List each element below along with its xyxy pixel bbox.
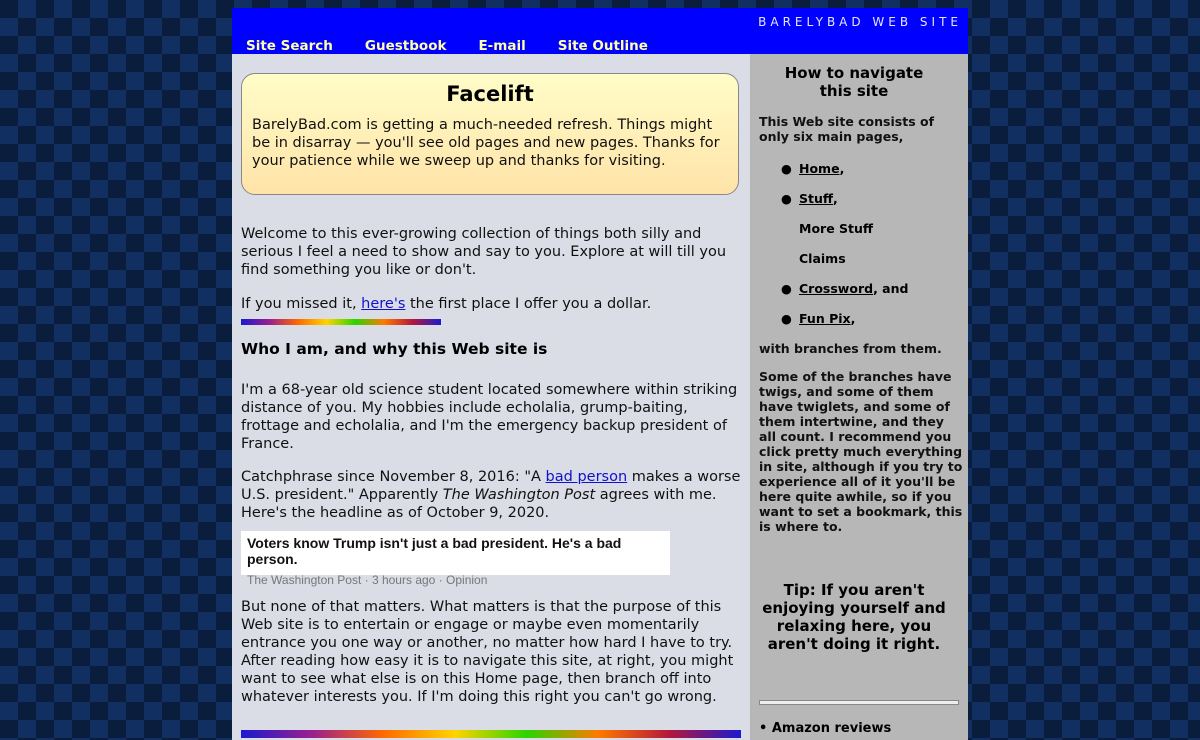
sidebar-intro: This Web site consists of only six main pages, (759, 114, 935, 144)
headline-card (241, 531, 670, 587)
page-container (232, 8, 968, 740)
purpose-text: But none of that matters. What matters is that the purpose of this Web site is to entertain or engage or maybe even momentarily entrance you one way or another, no matter how hard I have to try. After reading how easy it is to navigate this site, at right, you might want to see what else is on this Home page, then branch off into whatever interests you. If I'm doing this right you can't go wrong. (241, 599, 734, 705)
nav-site-search[interactable]: Site Search (246, 38, 333, 54)
catch-text-before: Catchphrase since November 8, 2016: "A (241, 469, 546, 485)
list-item (759, 250, 908, 280)
catch-text-after: agrees with me. Here's the headline as of October 9, 2020. (241, 487, 717, 521)
sidebar-title-line1: How to navigate (784, 64, 924, 82)
list-item (759, 220, 908, 250)
nav-guestbook[interactable]: Guestbook (364, 38, 447, 54)
bullet-icon: ● (781, 161, 792, 176)
list-suffix: , (833, 191, 838, 206)
who-text: I'm a 68-year old science student located somewhere within striking distance of you. My hobbies include echolalia, grump-baiting, frottage and echolalia, and I'm the emergency backup president of France. (241, 382, 738, 452)
list-item (759, 310, 908, 340)
catchphrase-paragraph (241, 468, 741, 522)
bullet-icon: ● (781, 191, 792, 206)
top-nav (246, 38, 680, 54)
link-home[interactable]: Home (799, 161, 840, 176)
welcome-text: Welcome to this ever-growing collection of things both silly and serious I feel a need to show and say to you. Explore at will till you find something you like or don't. (241, 226, 727, 278)
list-item (759, 160, 908, 190)
missed-paragraph (241, 295, 741, 313)
sidebar-title-line2: this site (819, 82, 889, 100)
headline-meta: The Washington Post · 3 hours ago · Opinion (247, 573, 488, 587)
claims-label: Claims (799, 251, 846, 266)
headline-source: The Washington Post (247, 573, 362, 587)
sidebar-tip: Tip: If you aren't enjoying yourself and relaxing here, you aren't doing it right. (762, 581, 946, 653)
list-suffix: , (850, 311, 856, 326)
bullet-icon: ● (781, 281, 792, 296)
main-content (232, 54, 750, 740)
headline-text: Voters know Trump isn't just a bad president. He's a bad person. (247, 535, 622, 567)
headline-section: Opinion (446, 573, 488, 587)
link-crossword[interactable]: Crossword (799, 281, 874, 296)
bad-person-link[interactable]: bad person (545, 469, 628, 485)
catch-text-mid: makes a worse U.S. president." Apparently (241, 469, 741, 503)
nav-site-outline[interactable]: Site Outline (557, 38, 648, 54)
link-stuff[interactable]: Stuff (799, 191, 834, 206)
bullet-icon: ● (781, 311, 792, 326)
link-fun-pix[interactable]: Fun Pix (799, 311, 851, 326)
sidebar-branches: with branches from them. (759, 341, 942, 356)
washington-post-italic: The Washington Post (442, 487, 596, 503)
more-stuff-label: More Stuff (799, 221, 874, 236)
list-suffix: , and (873, 281, 909, 296)
sidebar-title (750, 64, 958, 100)
list-suffix: , (839, 161, 845, 176)
rainbow-divider-bottom (241, 730, 741, 738)
list-item (759, 190, 908, 220)
who-heading: Who I am, and why this Web site is (241, 340, 548, 358)
facelift-notice (241, 73, 739, 195)
amazon-reviews-item[interactable]: • Amazon reviews (759, 721, 892, 736)
site-title: BARELYBAD WEB SITE (758, 15, 962, 29)
notice-body: BarelyBad.com is getting a much-needed refresh. Things might be in disarray — you'll see old pages and new pages. Thanks for your patience while we sweep up and thanks for visiting. (252, 117, 720, 169)
missed-text-after: the first place I offer you a dollar. (405, 296, 652, 312)
list-item (759, 280, 908, 310)
sidebar-divider (759, 700, 959, 705)
nav-email[interactable]: E-mail (478, 38, 526, 54)
sidebar (750, 54, 968, 740)
notice-title: Facelift (446, 82, 534, 106)
heres-link[interactable]: here's (361, 296, 406, 312)
headline-time: 3 hours ago (371, 573, 436, 587)
site-header (232, 8, 968, 54)
main-pages-list (759, 160, 908, 340)
sidebar-twigs: Some of the branches have twigs, and some of them have twiglets, and some of them intertwine, and they all count. I recommend you click pretty much everything in site, although if you try to experience all of it you'll be here quite awhile, so if you want to set a bookmark, this is where to. (759, 369, 963, 534)
missed-text-before: If you missed it, (241, 296, 362, 312)
rainbow-divider (241, 319, 441, 325)
